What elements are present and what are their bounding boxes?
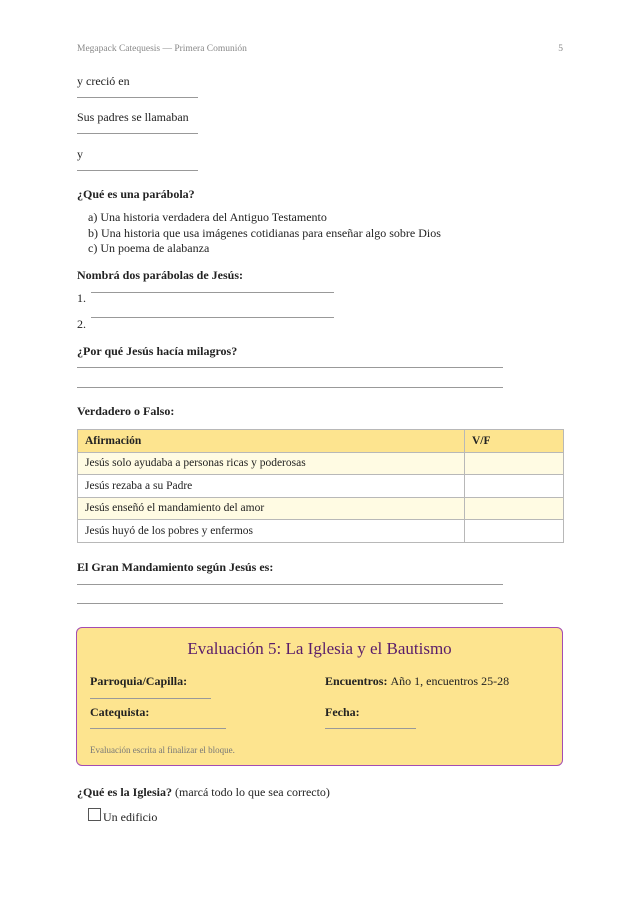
parable-item-number-1: 1. bbox=[77, 291, 86, 305]
checkbox-edificio[interactable] bbox=[88, 808, 101, 821]
miracles-answer-line-2[interactable] bbox=[77, 387, 503, 388]
table-row bbox=[78, 520, 564, 543]
page-number: 5 bbox=[558, 44, 563, 54]
table-row bbox=[78, 497, 564, 520]
fill-in-label-2: Sus padres se llamaban bbox=[77, 110, 189, 124]
table-row bbox=[78, 452, 564, 475]
running-header bbox=[77, 44, 563, 54]
fill-in-label-3: y bbox=[77, 147, 83, 161]
catechist-label: Catequista: bbox=[90, 705, 150, 719]
vf-answer-cell[interactable] bbox=[465, 452, 564, 475]
meetings-value: Año 1, encuentros 25-28 bbox=[390, 674, 510, 688]
parable-item-number-2: 2. bbox=[77, 317, 86, 331]
statement-cell: Jesús huyó de los pobres y enfermos bbox=[78, 520, 465, 543]
parish-label: Parroquia/Capilla: bbox=[90, 674, 188, 688]
statement-cell: Jesús rezaba a su Padre bbox=[78, 475, 465, 498]
church-question bbox=[77, 785, 330, 799]
fill-in-blank-1[interactable] bbox=[77, 97, 198, 98]
evaluation-note: Evaluación escrita al finalizar el bloque. bbox=[90, 745, 235, 755]
parable-options bbox=[88, 210, 441, 257]
true-false-title: Verdadero o Falso: bbox=[77, 404, 175, 418]
statement-cell: Jesús solo ayudaba a personas ricas y poderosas bbox=[78, 452, 465, 475]
vf-answer-cell[interactable] bbox=[465, 520, 564, 543]
great-commandment-title: El Gran Mandamiento según Jesús es: bbox=[77, 560, 274, 574]
commandment-answer-line-2[interactable] bbox=[77, 603, 503, 604]
fill-in-blank-3[interactable] bbox=[77, 170, 198, 171]
catechist-blank[interactable] bbox=[90, 728, 226, 729]
miracles-question-title: ¿Por qué Jesús hacía milagros? bbox=[77, 344, 238, 358]
table-row bbox=[78, 475, 564, 498]
vf-column-header: V/F bbox=[465, 430, 564, 453]
miracles-answer-line-1[interactable] bbox=[77, 367, 503, 368]
evaluation-title: Evaluación 5: La Iglesia y el Bautismo bbox=[187, 639, 452, 658]
statement-column-header: Afirmación bbox=[78, 430, 465, 453]
vf-answer-cell[interactable] bbox=[465, 475, 564, 498]
running-title: Megapack Catequesis — Primera Comunión bbox=[77, 44, 247, 54]
parish-blank[interactable] bbox=[90, 698, 211, 699]
table-header-row bbox=[78, 430, 564, 453]
church-question-hint: (marcá todo lo que sea correcto) bbox=[175, 785, 330, 799]
meetings-field bbox=[325, 674, 509, 689]
parable-option-b[interactable]: b) Una historia que usa imágenes cotidianas para enseñar algo sobre Dios bbox=[88, 225, 441, 240]
statement-cell: Jesús enseñó el mandamiento del amor bbox=[78, 497, 465, 520]
church-option-edificio-label: Un edificio bbox=[103, 810, 158, 824]
true-false-table bbox=[77, 429, 564, 543]
name-parables-title: Nombrá dos parábolas de Jesús: bbox=[77, 268, 244, 282]
parable-option-c[interactable]: c) Un poema de alabanza bbox=[88, 241, 210, 255]
evaluation-box bbox=[76, 627, 563, 766]
date-blank[interactable] bbox=[325, 728, 416, 729]
parable-question-title: ¿Qué es una parábola? bbox=[77, 187, 195, 201]
fill-in-label-1: y creció en bbox=[77, 74, 130, 88]
meetings-label: Encuentros: bbox=[325, 674, 388, 688]
church-question-title: ¿Qué es la Iglesia? bbox=[77, 785, 172, 799]
parable-answer-line-2[interactable] bbox=[91, 317, 334, 318]
fill-in-blank-2[interactable] bbox=[77, 133, 198, 134]
parable-option-a[interactable]: a) Una historia verdadera del Antiguo Testamento bbox=[88, 210, 327, 224]
parable-answer-line-1[interactable] bbox=[91, 292, 334, 293]
vf-answer-cell[interactable] bbox=[465, 497, 564, 520]
commandment-answer-line-1[interactable] bbox=[77, 584, 503, 585]
date-label: Fecha: bbox=[325, 705, 360, 719]
